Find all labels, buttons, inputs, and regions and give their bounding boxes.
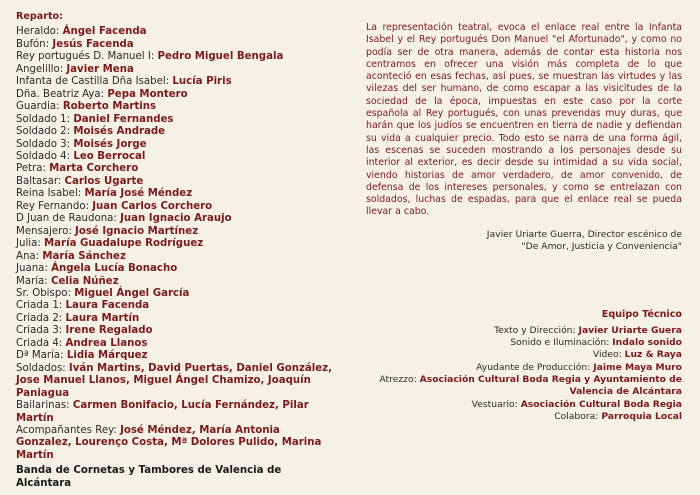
cast-row xyxy=(16,276,336,288)
cast-role: Criada 4: xyxy=(16,337,66,349)
cast-actor: Ángela Lucía Bonacho xyxy=(51,263,178,275)
cast-role: Julia: xyxy=(16,238,45,250)
cast-actor: Leo Berrocal xyxy=(73,150,146,162)
cast-role: Dña. Beatriz Aya: xyxy=(16,88,108,100)
cast-row xyxy=(16,201,336,213)
cast-row xyxy=(16,126,336,138)
signature-line: Javier Uriarte Guerra, Director escénico de xyxy=(486,228,682,240)
cast-actor: Pedro Miguel Bengala xyxy=(157,51,284,63)
cast-actor: Laura Facenda xyxy=(65,300,150,312)
tech-name: Asociación Cultural Boda Regia xyxy=(520,398,682,410)
cast-role: Mensajero: xyxy=(16,225,76,237)
cast-role: D Juan de Raudona: xyxy=(16,213,121,225)
cast-role: Ana: xyxy=(16,250,43,262)
tech-role: Sonido e Iluminación: xyxy=(510,337,613,349)
cast-actor: María Sánchez xyxy=(42,250,126,262)
cast-role: Sr. Obispo: xyxy=(16,287,75,299)
cast-role: Soldado 1: xyxy=(16,113,74,125)
cast-actor: Celia Núñez xyxy=(50,275,119,287)
tech-row xyxy=(366,411,682,423)
band-credit: Banda de Cornetas y Tambores de Valencia de Alcántara xyxy=(16,465,282,489)
cast-row xyxy=(16,76,336,88)
cast-actor: Carmen Bonifacio, Lucía Fernández, Pilar Martín xyxy=(16,400,309,424)
cast-actor: Juan Ignacio Araujo xyxy=(120,213,232,225)
director-signature xyxy=(366,229,682,253)
cast-actor: Roberto Martins xyxy=(62,101,157,113)
tech-row xyxy=(366,349,682,361)
tech-row xyxy=(366,374,682,399)
cast-role: Soldado 2: xyxy=(16,126,74,138)
cast-actor: Juan Carlos Corchero xyxy=(92,200,213,212)
cast-row xyxy=(16,288,336,300)
cast-actor: José Ignacio Martínez xyxy=(75,225,199,237)
cast-role: Bufón: xyxy=(16,38,53,50)
cast-actor: Marta Corchero xyxy=(49,163,139,175)
info-column xyxy=(366,22,682,423)
cast-row xyxy=(16,251,336,263)
cast-row xyxy=(16,425,336,462)
tech-role: Texto y Dirección: xyxy=(494,324,579,336)
cast-row xyxy=(16,400,336,425)
signature-line: "De Amor, Justicia y Conveniencia" xyxy=(521,240,682,252)
cast-list xyxy=(16,26,336,462)
cast-actor: Ángel Facenda xyxy=(62,26,147,38)
cast-role: Rey Fernando: xyxy=(16,200,93,212)
cast-actor: Lidia Márquez xyxy=(66,350,148,362)
cast-row xyxy=(16,176,336,188)
cast-role: Infanta de Castilla Dña Isabel: xyxy=(16,76,173,88)
cast-actor: Laura Martín xyxy=(65,312,140,324)
cast-heading: Reparto: xyxy=(16,11,63,22)
cast-role: Criada 2: xyxy=(16,312,66,324)
cast-row xyxy=(16,26,336,38)
cast-actor: Pepa Montero xyxy=(107,88,188,100)
cast-actor: Moisés Jorge xyxy=(73,138,147,150)
cast-row xyxy=(16,226,336,238)
cast-role: Guardia: xyxy=(16,101,63,113)
cast-row xyxy=(16,101,336,113)
cast-row xyxy=(16,139,336,151)
cast-actor: Daniel Fernandes xyxy=(73,113,174,125)
cast-row xyxy=(16,300,336,312)
tech-row xyxy=(366,362,682,374)
cast-row xyxy=(16,39,336,51)
tech-heading: Equipo Técnico xyxy=(601,308,682,320)
tech-row xyxy=(366,399,682,411)
cast-role: Heraldo: xyxy=(16,26,63,38)
cast-actor: José Méndez, María Antonia Gonzalez, Lourenço Costa, Mª Dolores Pulido, Marina Martín xyxy=(16,424,322,461)
cast-column xyxy=(16,11,336,490)
cast-row xyxy=(16,114,336,126)
cast-row xyxy=(16,51,336,63)
cast-row xyxy=(16,350,336,362)
tech-role: Vestuario: xyxy=(471,398,521,410)
cast-role: María: xyxy=(16,275,51,287)
cast-row xyxy=(16,151,336,163)
tech-list xyxy=(366,325,682,423)
cast-role: Dª María: xyxy=(16,350,67,362)
cast-actor: Lucía Piris xyxy=(172,76,232,88)
tech-name: Indalo sonido xyxy=(612,337,682,349)
cast-role: Criada 1: xyxy=(16,300,66,312)
cast-actor: Iván Martins, David Puertas, Daniel González, Jose Manuel Llanos, Miguel Ángel Chamizo, Joaquín Paniagua xyxy=(16,362,332,399)
tech-name: Asociación Cultural Boda Regia y Ayuntamiento de Valencia de Alcántara xyxy=(419,373,682,398)
cast-role: Acompañantes Rey: xyxy=(16,424,121,436)
cast-actor: Javier Mena xyxy=(66,63,134,75)
cast-row xyxy=(16,213,336,225)
tech-name: Luz & Raya xyxy=(624,349,682,361)
tech-role: Video: xyxy=(592,349,625,361)
cast-role: Criada 3: xyxy=(16,325,66,337)
cast-row xyxy=(16,263,336,275)
cast-actor: Moisés Andrade xyxy=(73,126,166,138)
cast-row xyxy=(16,313,336,325)
cast-role: Juana: xyxy=(16,263,52,275)
cast-role: Soldado 3: xyxy=(16,138,74,150)
tech-name: Javier Uriarte Guera xyxy=(578,324,682,336)
cast-role: Reina Isabel: xyxy=(16,188,85,200)
tech-role: Ayudante de Producción: xyxy=(476,361,594,373)
cast-role: Angelillo: xyxy=(16,63,67,75)
cast-actor: Miguel Ángel García xyxy=(74,287,190,299)
tech-row xyxy=(366,337,682,349)
cast-row xyxy=(16,363,336,400)
tech-name: Parroquia Local xyxy=(601,410,682,422)
cast-row xyxy=(16,325,336,337)
tech-role: Atrezzo: xyxy=(379,373,420,385)
cast-role: Rey portugués D. Manuel I: xyxy=(16,51,158,63)
cast-actor: María José Méndez xyxy=(84,188,193,200)
cast-role: Soldados: xyxy=(16,362,69,374)
cast-row xyxy=(16,163,336,175)
cast-actor: Carlos Ugarte xyxy=(64,175,144,187)
cast-actor: María Guadalupe Rodríguez xyxy=(44,238,204,250)
cast-row xyxy=(16,64,336,76)
cast-role: Bailarinas: xyxy=(16,400,73,412)
cast-actor: Irene Regalado xyxy=(65,325,153,337)
cast-actor: Jesús Facenda xyxy=(52,38,134,50)
cast-row xyxy=(16,238,336,250)
tech-role: Colabora: xyxy=(554,410,602,422)
cast-row xyxy=(16,89,336,101)
cast-role: Baltasar: xyxy=(16,175,65,187)
cast-role: Soldado 4: xyxy=(16,150,74,162)
cast-role: Petra: xyxy=(16,163,50,175)
tech-name: Jaime Maya Muro xyxy=(593,361,682,373)
cast-actor: Andrea Llanos xyxy=(65,337,148,349)
cast-row xyxy=(16,188,336,200)
cast-row xyxy=(16,338,336,350)
intro-paragraph: La representación teatral, evoca el enlace real entre la Infanta Isabel y el Rey portugués Don Manuel "el Afortunado", y como no podía ser de otra manera, además de contar esta historia nos centramos en ofrecer una visión más completa de lo que aconteció en esas fechas, así pues, se muestran las virtudes y las vilezas del ser humano, de como escapar a las visicitudes de la sociedad de la época, impuestas en este caso por la corte española al Rey portugués, con unas prevendas muy duras, que harán que los judíos se encuentren en tierra de nadie y defiendan su vida a cualquier precio. Todo esto se narra de una forma ágil, las escenas se suceden mostrando a los personajes desde su interior al exterior, es decir desde su intimidad a su vida social, viendo historias de amor verdadero, de amor convenido, de defensa de los intereses personales, y como se entrelazan con soldados, luchas de espadas, para que el enlace real se pueda llevar a cabo. xyxy=(366,22,682,218)
tech-row xyxy=(366,325,682,337)
